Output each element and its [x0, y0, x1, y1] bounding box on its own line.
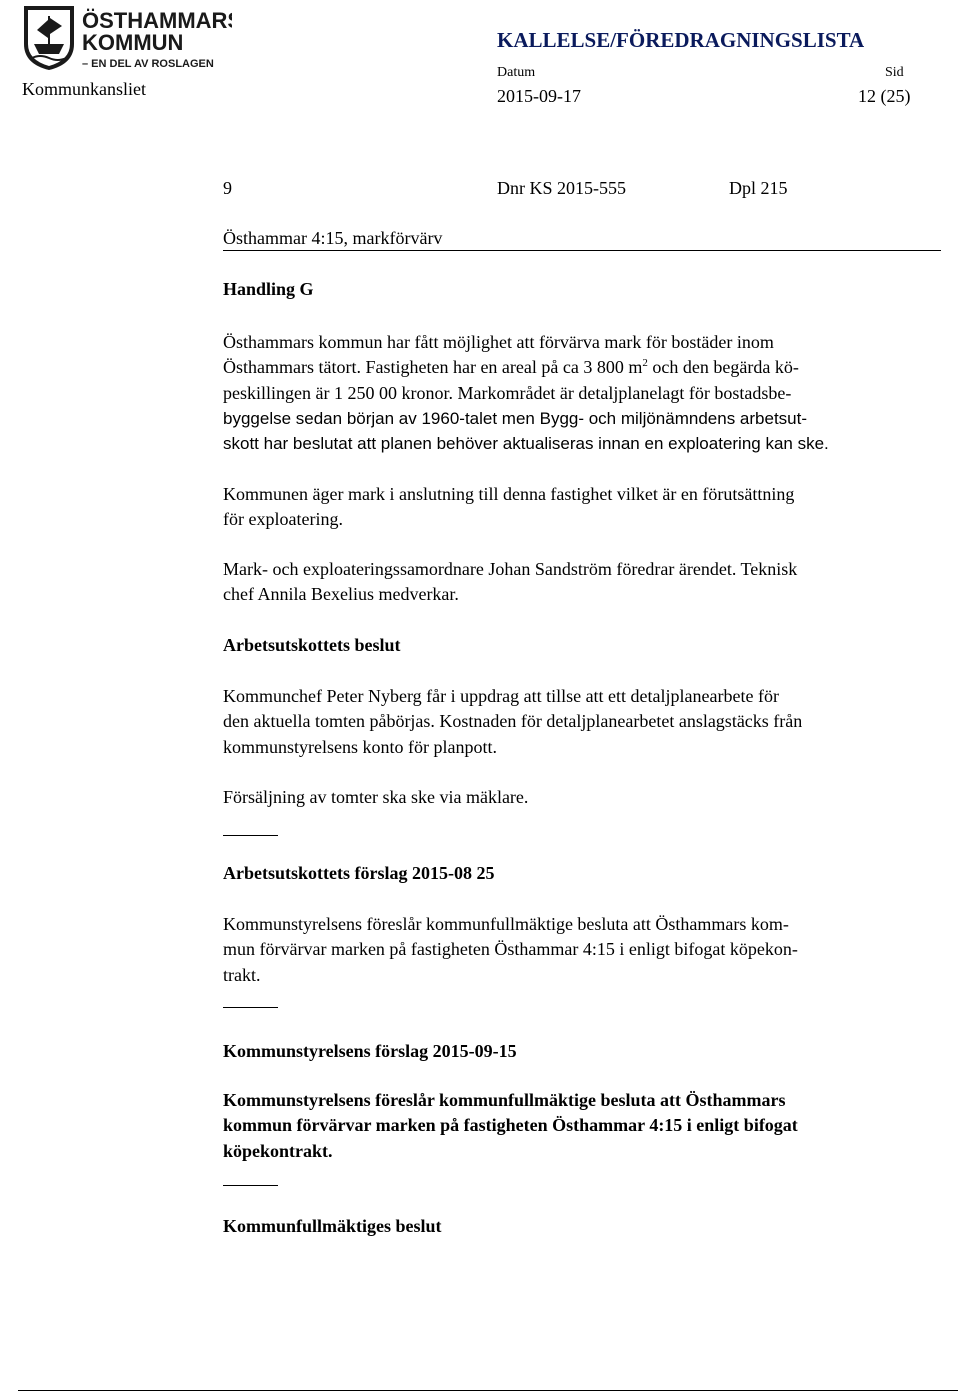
- footer-divider: [18, 1390, 958, 1391]
- body-line: byggelse sedan början av 1960-talet men Bygg- och miljönämndens arbetsut-: [223, 408, 808, 428]
- body-line: kommun förvärvar marken på fastigheten Östhammar 4:15 i enligt bifogat: [223, 1115, 798, 1136]
- body-line: peskillingen är 1 250 00 kronor. Markområdet är detaljplanelagt för bostadsbe-: [223, 382, 792, 403]
- page-number: 12 (25): [858, 86, 911, 106]
- body-paragraph-2: [223, 482, 941, 533]
- diary-number: Dnr KS 2015-555: [497, 178, 626, 198]
- body-line: Kommunchef Peter Nyberg får i uppdrag att tillse att ett detaljplanearbete för: [223, 686, 779, 706]
- body-line: Mark- och exploateringssamordnare Johan Sandström föredrar ärendet. Teknisk: [223, 559, 798, 579]
- body-line: kommunstyrelsens konto för planpott.: [223, 736, 497, 757]
- section-divider: [223, 1185, 278, 1186]
- body-line: den aktuella tomten påbörjas. Kostnaden för detaljplanearbetet anslagstäcks från: [223, 711, 803, 732]
- body-line: Kommunen äger mark i anslutning till denna fastighet vilket är en förutsättning: [223, 484, 795, 504]
- decision-paragraph-2: Försäljning av tomter ska ske via mäklare.: [223, 787, 529, 807]
- proposal-paragraph-bold: [223, 1088, 941, 1164]
- title-divider: [223, 250, 941, 251]
- logo-text-line2: KOMMUN: [82, 30, 184, 55]
- section-heading: Kommunstyrelsens förslag 2015-09-15: [223, 1041, 517, 1061]
- handling-label: Handling G: [223, 279, 314, 299]
- proposal-paragraph: [223, 912, 941, 988]
- body-line: skott har beslutat att planen behöver aktualiseras innan en exploatering kan ske.: [223, 434, 829, 454]
- body-line: Östhammars kommun har fått möjlighet att förvärva mark för bostäder inom: [223, 332, 774, 352]
- date-label: Datum: [497, 65, 536, 80]
- body-line: trakt.: [223, 964, 261, 985]
- ship-emblem-icon: [22, 4, 232, 72]
- body-line: mun förvärvar marken på fastigheten Östhammar 4:15 i enligt bifogat köpekon-: [223, 939, 798, 960]
- logo-text-line1: ÖSTHAMMARS: [82, 8, 232, 33]
- body-line: chef Annila Bexelius medverkar.: [223, 584, 459, 605]
- section-divider: [223, 835, 278, 836]
- item-number: 9: [223, 178, 232, 198]
- body-line: Kommunstyrelsens föreslår kommunfullmäktige besluta att Östhammars kom-: [223, 914, 789, 934]
- body-text: Östhammars tätort. Fastigheten har en areal på ca 3 800 m: [223, 357, 643, 378]
- document-date: 2015-09-17: [497, 86, 581, 106]
- body-paragraph-1: [223, 330, 941, 456]
- body-line: köpekontrakt.: [223, 1140, 333, 1161]
- section-divider: [223, 1007, 278, 1008]
- body-line: [223, 355, 941, 380]
- body-paragraph-3: [223, 557, 941, 608]
- page-label: Sid: [885, 65, 904, 80]
- municipality-logo: [22, 4, 232, 72]
- decision-paragraph: [223, 684, 941, 760]
- section-heading: Kommunfullmäktiges beslut: [223, 1216, 442, 1236]
- logo-text-line3: – EN DEL AV ROSLAGEN: [82, 58, 214, 70]
- superscript: 2: [642, 357, 648, 370]
- item-title: Östhammar 4:15, markförvärv: [223, 228, 443, 248]
- department-name: Kommunkansliet: [22, 79, 146, 99]
- section-heading: Arbetsutskottets beslut: [223, 635, 401, 655]
- body-line: Kommunstyrelsens föreslår kommunfullmäktige besluta att Östhammars: [223, 1090, 786, 1110]
- document-type: KALLELSE/FÖREDRAGNINGSLISTA: [497, 28, 865, 52]
- dpl-number: Dpl 215: [729, 178, 788, 198]
- body-text: och den begärda kö-: [647, 357, 799, 378]
- body-line: för exploatering.: [223, 509, 343, 530]
- section-heading: Arbetsutskottets förslag 2015-08 25: [223, 863, 495, 883]
